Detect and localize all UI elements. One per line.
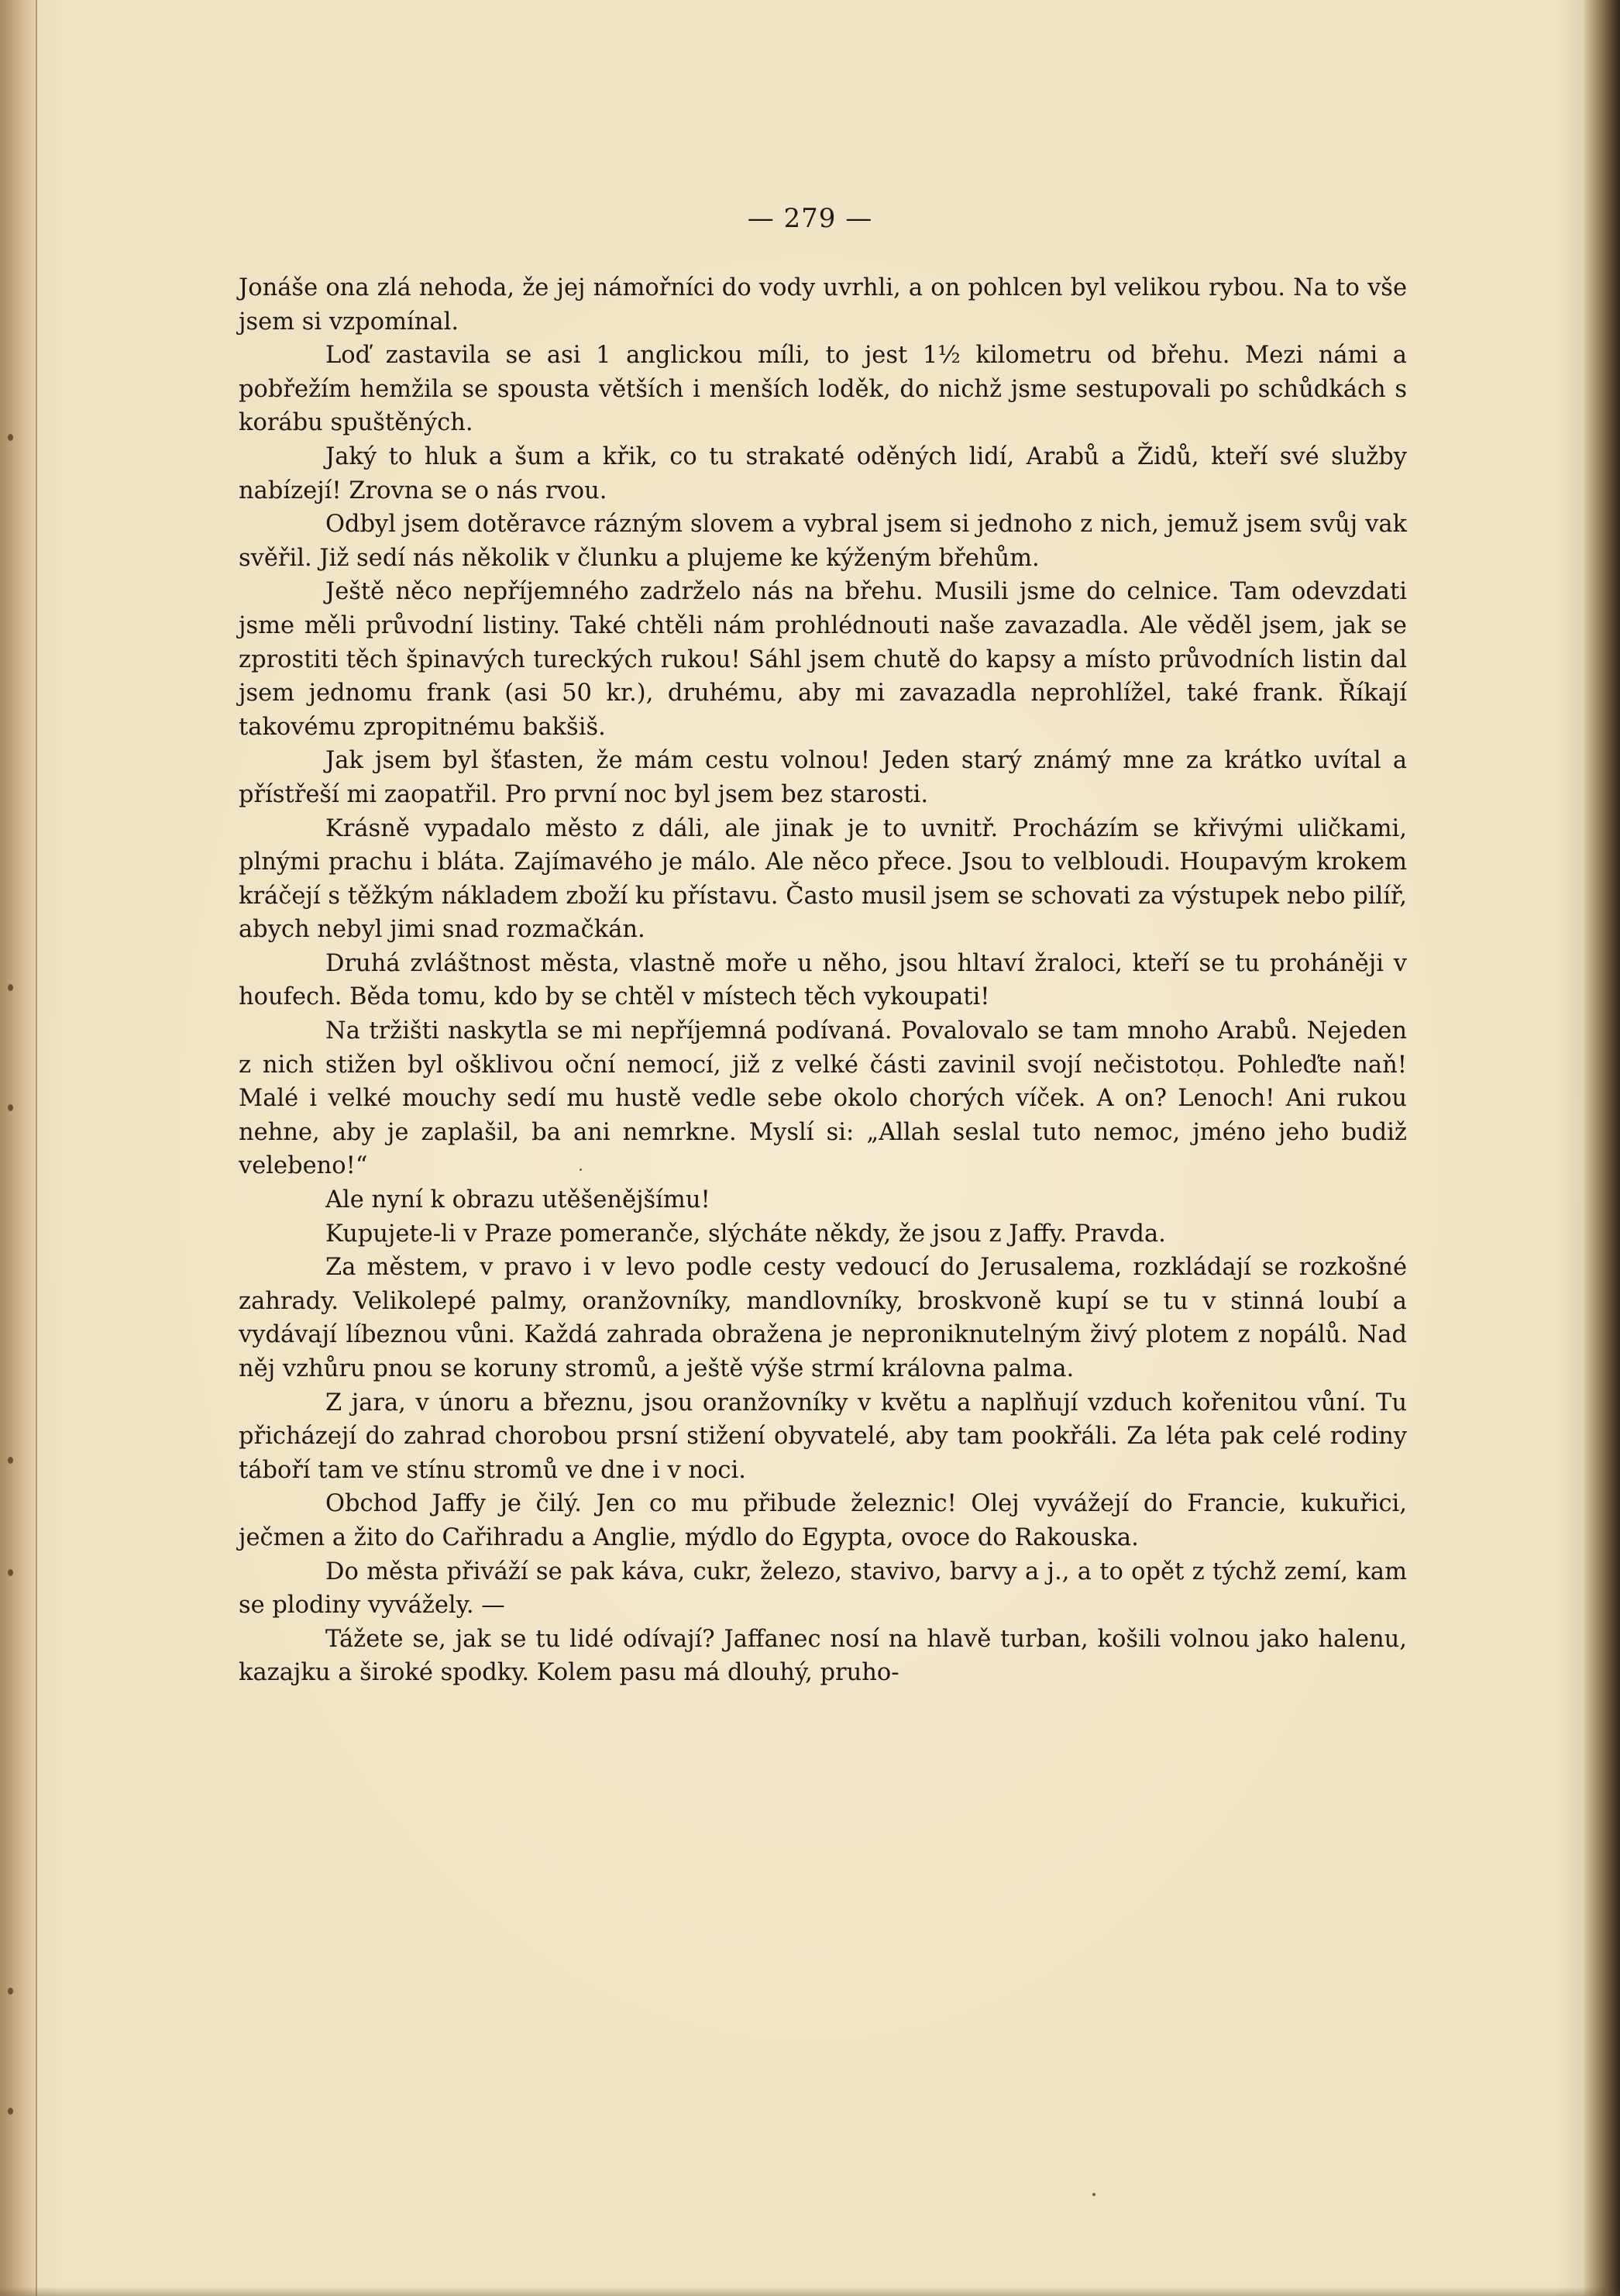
paragraph: Z jara, v únoru a březnu, jsou oranžovníky v květu a naplňují vzduch kořenitou vůní. Tu přicházejí do zahrad chorobou prsní stižení obyvatelé, aby tam pookřáli. Za léta pak celé rodiny táboří tam ve stínu stromů ve dne i v noci. bbox=[239, 1389, 1407, 1484]
paragraph: Druhá zvláštnost města, vlastně moře u něho, jsou hltaví žraloci, kteří se tu proháněji v houfech. Běda tomu, kdo by se chtěl v místech těch vykoupati! bbox=[239, 949, 1407, 1011]
book-binding bbox=[0, 0, 37, 2296]
paragraph: Za městem, v pravo i v levo podle cesty vedoucí do Jerusalema, rozkládají se rozkošné zahrady. Velikolepé palmy, oranžovníky, mandlovníky, broskvoně kupí se tu v stinná loubí a vydávají líbeznou vůni. Každá zahrada obražena je neproniknutelným živý plotem z nopálů. Nad něj vzhůru pnou se koruny stromů, a ještě výše strmí královna palma. bbox=[239, 1254, 1407, 1382]
paragraph: Do města přiváží se pak káva, cukr, železo, stavivo, barvy a j., a to opět z týchž zemí, kam se plodiny vyvážely. — bbox=[239, 1558, 1407, 1620]
paragraph: Ale nyní k obrazu utěšenějšímu! bbox=[325, 1186, 710, 1214]
paragraph: Tážete se, jak se tu lidé odívají? Jaffanec nosí na hlavě turban, košili volnou jako halenu, kazajku a široké spodky. Kolem pasu má dlouhý, pruho- bbox=[239, 1625, 1407, 1687]
binding-mark bbox=[8, 2108, 13, 2115]
binding-mark bbox=[8, 984, 13, 991]
binding-mark bbox=[8, 1457, 13, 1464]
paragraph: Loď zastavila se asi 1 anglickou míli, to jest 1½ kilometru od břehu. Mezi námi a pobřežím hemžila se spousta větších i menších loděk, do nichž jsme sestupovali po schůdkách s korábu spuštěných. bbox=[239, 342, 1407, 437]
paragraph: Odbyl jsem dotěravce rázným slovem a vybral jsem si jednoho z nich, jemuž jsem svůj vak svěřil. Již sedí nás několik v člunku a plujeme ke kýženým břehům. bbox=[239, 511, 1407, 572]
binding-mark bbox=[8, 1988, 13, 1995]
paragraph: Krásně vypadalo město z dáli, ale jinak je to uvnitř. Procházím se křivými uličkami, plnými prachu i bláta. Zajímavého je málo. Ale něco přece. Jsou to velbloudi. Houpavým krokem kráčejí s těžkým nákladem zboží ku přístavu. Často musil jsem se schovati za výstupek nebo pilíř, abych nebyl jimi snad rozmačkán. bbox=[239, 814, 1407, 944]
body-text bbox=[239, 271, 1407, 1690]
paragraph: Ještě něco nepříjemného zadrželo nás na břehu. Musili jsme do celnice. Tam odevzdati jsme měli průvodní listiny. Také chtěli nám prohlédnouti naše zavazadla. Ale věděl jsem, jak se zprostiti těch špinavých tureckých rukou! Sáhl jsem chutě do kapsy a místo průvodních listin dal jsem jednomu frank (asi 50 kr.), druhému, aby mi zavazadla neprohlížel, také frank. Říkají takovému zpropitnému bakšiš. bbox=[239, 578, 1407, 741]
paragraph: Jonáše ona zlá nehoda, že jej námořníci do vody uvrhli, a on pohlcen byl velikou rybou. Na to vše jsem si vzpomínal. bbox=[239, 274, 1407, 336]
paragraph: Na tržišti naskytla se mi nepříjemná podívaná. Povalovalo se tam mnoho Arabů. Nejeden z nich stižen byl ošklivou oční nemocí, již z velké části zavinil svojí nečistotou. Pohleďte naň! Malé i velké mouchy sedí mu hustě vedle sebe okolo chorých víček. A on? Lenoch! Ani rukou nehne, aby je zaplašil, ba ani nemrkne. Myslí si: „Allah seslal tuto nemoc, jméno jeho budiž velebeno!“ bbox=[239, 1017, 1407, 1180]
binding-mark bbox=[8, 434, 13, 441]
paragraph: Obchod Jaffy je čilý. Jen co mu přibude železnic! Olej vyvážejí do Francie, kukuřici, ječmen a žito do Cařihradu a Anglie, mýdlo do Egypta, ovoce do Rakouska. bbox=[239, 1490, 1407, 1551]
binding-mark bbox=[8, 1104, 13, 1111]
binding-mark bbox=[8, 1569, 13, 1576]
page-number: — 279 — bbox=[747, 203, 873, 234]
paragraph: Jak jsem byl šťasten, že mám cestu volnou! Jeden starý známý mne za krátko uvítal a přístřeší mi zaopatřil. Pro první noc byl jsem bez starosti. bbox=[239, 747, 1407, 808]
paper-speck bbox=[1092, 2193, 1095, 2196]
paragraph: Jaký to hluk a šum a křik, co tu strakaté oděných lidí, Arabů a Židů, kteří své služby nabízejí! Zrovna se o nás rvou. bbox=[239, 442, 1407, 504]
page-bottom-shadow bbox=[0, 2287, 1620, 2296]
paragraph: Kupujete-li v Praze pomeranče, slýcháte někdy, že jsou z Jaffy. Pravda. bbox=[325, 1220, 1166, 1248]
page-edge-shadow bbox=[1584, 0, 1620, 2296]
